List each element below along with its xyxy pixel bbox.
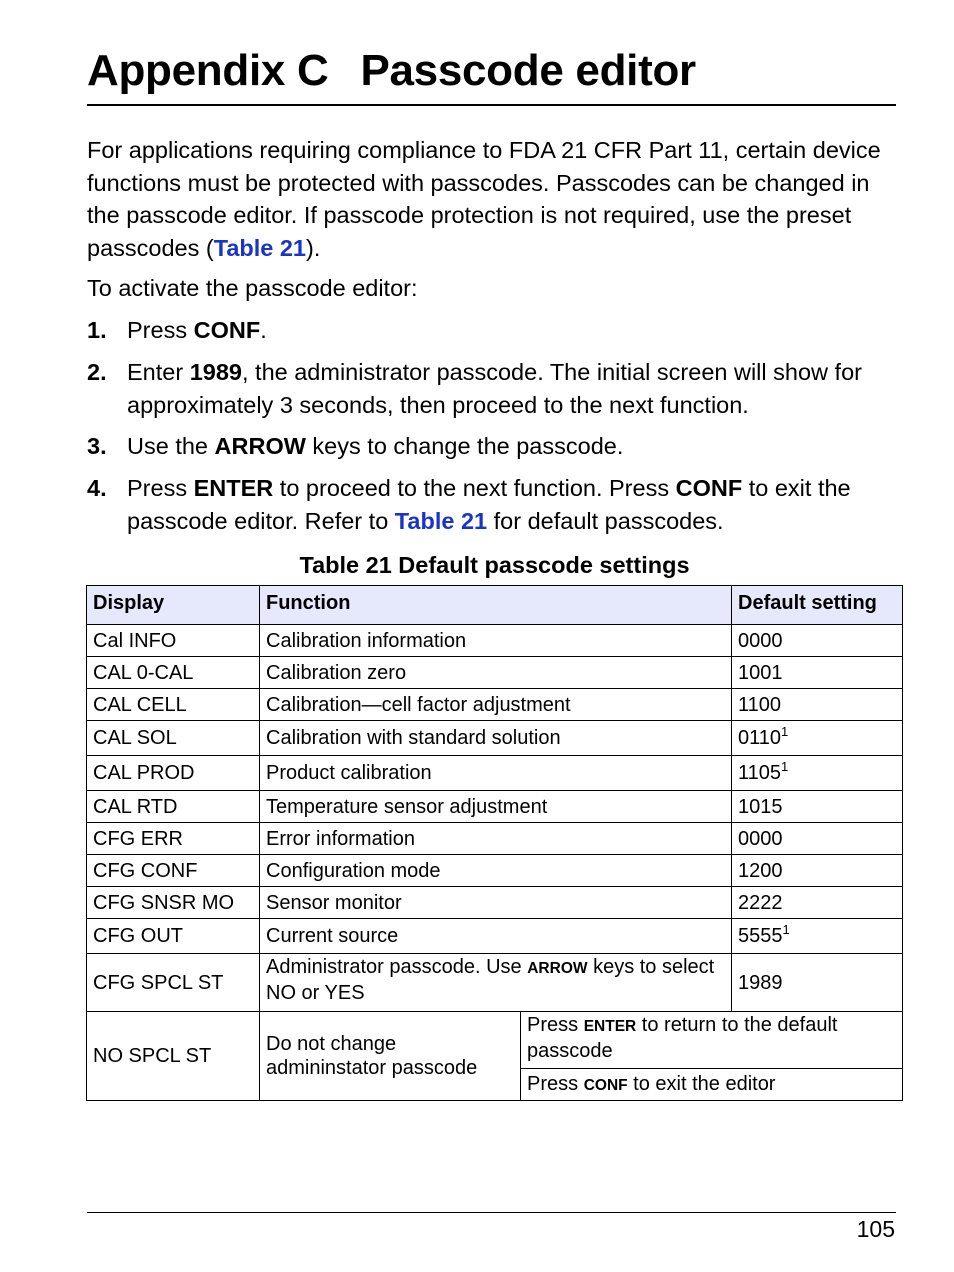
- column-header-default-setting: Default setting: [732, 586, 903, 625]
- passcode-value: 1989: [189, 359, 242, 385]
- display-cell: NO SPCL ST: [87, 1012, 260, 1101]
- step-number: 3.: [87, 433, 107, 459]
- display-cell: CFG SPCL ST: [87, 954, 260, 1012]
- setting-value: 0000: [738, 827, 783, 850]
- function-cell: Calibration information: [260, 625, 732, 657]
- display-cell: Cal INFO: [87, 625, 260, 657]
- table-header-row: [87, 586, 903, 625]
- default-setting-cell: [732, 756, 903, 791]
- step-body: [127, 314, 902, 347]
- intro-text-end: ).: [306, 234, 321, 261]
- step-text: , the administrator passcode. The initial screen will show for approximately 3 seconds, then proceed to the next function.: [127, 359, 862, 418]
- option-cell: [521, 1069, 903, 1101]
- function-cell: Configuration mode: [260, 855, 732, 887]
- page-number: 105: [856, 1216, 895, 1242]
- step-text: Press: [127, 317, 194, 343]
- appendix-label: Appendix C: [87, 46, 329, 95]
- step-number: 4.: [87, 475, 107, 501]
- table-21-link[interactable]: Table 21: [394, 507, 488, 534]
- default-setting-cell: [732, 823, 903, 855]
- passcode-table: [86, 585, 903, 1101]
- footnote-marker: 1: [781, 724, 789, 739]
- step-body: [127, 472, 902, 537]
- column-header-display: Display: [87, 586, 260, 625]
- intro-text: For applications requiring compliance to FDA 21 CFR Part 11, certain device functions must be protected with passcodes. Passcodes can be changed in the passcode editor. If passcode protection is not required, use the preset passcodes (: [87, 137, 881, 261]
- table-row: [87, 756, 903, 791]
- display-cell: CAL 0-CAL: [87, 657, 260, 689]
- table-row: [87, 721, 903, 756]
- footnote-marker: 1: [782, 922, 790, 937]
- setting-value: 1001: [738, 661, 783, 684]
- key-name: ENTER: [193, 475, 274, 501]
- display-cell: CAL SOL: [87, 721, 260, 756]
- default-setting-cell: [732, 919, 903, 954]
- table-row: [87, 791, 903, 823]
- table-row: [87, 625, 903, 657]
- table-row: [87, 689, 903, 721]
- function-cell: Temperature sensor adjustment: [260, 791, 732, 823]
- step-text: .: [260, 317, 267, 343]
- function-cell: Product calibration: [260, 756, 732, 791]
- key-name: CONF: [675, 475, 743, 501]
- table-row: [87, 919, 903, 954]
- table-body: [87, 625, 903, 1101]
- column-header-function: Function: [260, 586, 732, 625]
- step-body: [127, 430, 902, 463]
- intro-paragraph: [87, 134, 902, 264]
- table-row: [87, 887, 903, 919]
- step-text: keys to change the passcode.: [305, 433, 624, 459]
- function-cell: [260, 954, 732, 1012]
- default-setting-cell: [732, 657, 903, 689]
- step-text: Use the: [127, 433, 215, 459]
- step-body: [127, 356, 902, 421]
- setting-value: 5555: [738, 925, 783, 947]
- display-cell: CAL CELL: [87, 689, 260, 721]
- option-text: Press: [527, 1072, 584, 1095]
- step-text: to proceed to the next function. Press: [273, 475, 676, 501]
- table-row: [87, 823, 903, 855]
- table-row-no-spcl-st: [87, 1012, 903, 1069]
- setting-value: 1200: [738, 859, 783, 882]
- setting-value: 1015: [738, 795, 783, 818]
- step-2: [87, 356, 902, 421]
- option-text: Press: [527, 1014, 584, 1036]
- function-cell: Calibration—cell factor adjustment: [260, 689, 732, 721]
- setting-value: 0110: [738, 727, 782, 749]
- setting-value: 1100: [738, 693, 782, 716]
- title-text: Passcode editor: [360, 46, 696, 95]
- default-setting-cell: [732, 855, 903, 887]
- table-row: [87, 855, 903, 887]
- default-setting-cell: [732, 887, 903, 919]
- function-cell: Error information: [260, 823, 732, 855]
- default-setting-cell: [732, 625, 903, 657]
- step-number: 1.: [87, 317, 107, 343]
- display-cell: CAL PROD: [87, 756, 260, 791]
- key-name: ARROW: [527, 960, 588, 977]
- step-text: Press: [127, 475, 194, 501]
- display-cell: CFG CONF: [87, 855, 260, 887]
- footer-rule: [87, 1212, 896, 1213]
- setting-value: 1105: [738, 762, 782, 784]
- table-row-cfg-spcl-st: [87, 954, 903, 1012]
- default-setting-cell: 1989: [732, 954, 903, 1012]
- key-name: CONF: [583, 1076, 628, 1094]
- default-setting-cell: [732, 721, 903, 756]
- step-text: for default passcodes.: [487, 507, 724, 534]
- option-text: to return to the default passcode: [527, 1014, 838, 1062]
- setting-value: 0000: [738, 629, 783, 652]
- setting-value: 2222: [738, 891, 783, 914]
- key-name: ENTER: [583, 1018, 637, 1035]
- table-caption: Table 21 Default passcode settings: [299, 552, 690, 578]
- key-name: CONF: [193, 317, 261, 343]
- display-cell: CAL RTD: [87, 791, 260, 823]
- title-rule: [87, 104, 896, 106]
- option-cell: [521, 1012, 903, 1069]
- activate-intro: To activate the passcode editor:: [87, 275, 418, 301]
- function-text: Administrator passcode. Use: [266, 956, 528, 978]
- function-cell: Calibration zero: [260, 657, 732, 689]
- default-setting-cell: [732, 791, 903, 823]
- table-row: [87, 657, 903, 689]
- function-cell: Do not change admininstator passcode: [260, 1012, 521, 1101]
- function-cell: Calibration with standard solution: [260, 721, 732, 756]
- step-text: Enter: [127, 359, 190, 385]
- step-4: [87, 472, 902, 537]
- step-1: [87, 314, 902, 347]
- display-cell: CFG SNSR MO: [87, 887, 260, 919]
- footnote-marker: 1: [781, 759, 789, 774]
- display-cell: CFG OUT: [87, 919, 260, 954]
- page-title: [87, 46, 696, 96]
- step-number: 2.: [87, 359, 107, 385]
- option-text: to exit the editor: [627, 1072, 776, 1095]
- function-cell: Sensor monitor: [260, 887, 732, 919]
- table-21-link[interactable]: Table 21: [213, 234, 307, 261]
- key-name: ARROW: [214, 433, 306, 459]
- default-setting-cell: [732, 689, 903, 721]
- step-3: [87, 430, 902, 463]
- function-cell: Current source: [260, 919, 732, 954]
- display-cell: CFG ERR: [87, 823, 260, 855]
- function-text: keys to select NO or YES: [266, 956, 715, 1004]
- step-text: to exit the passcode editor. Refer to: [127, 475, 851, 534]
